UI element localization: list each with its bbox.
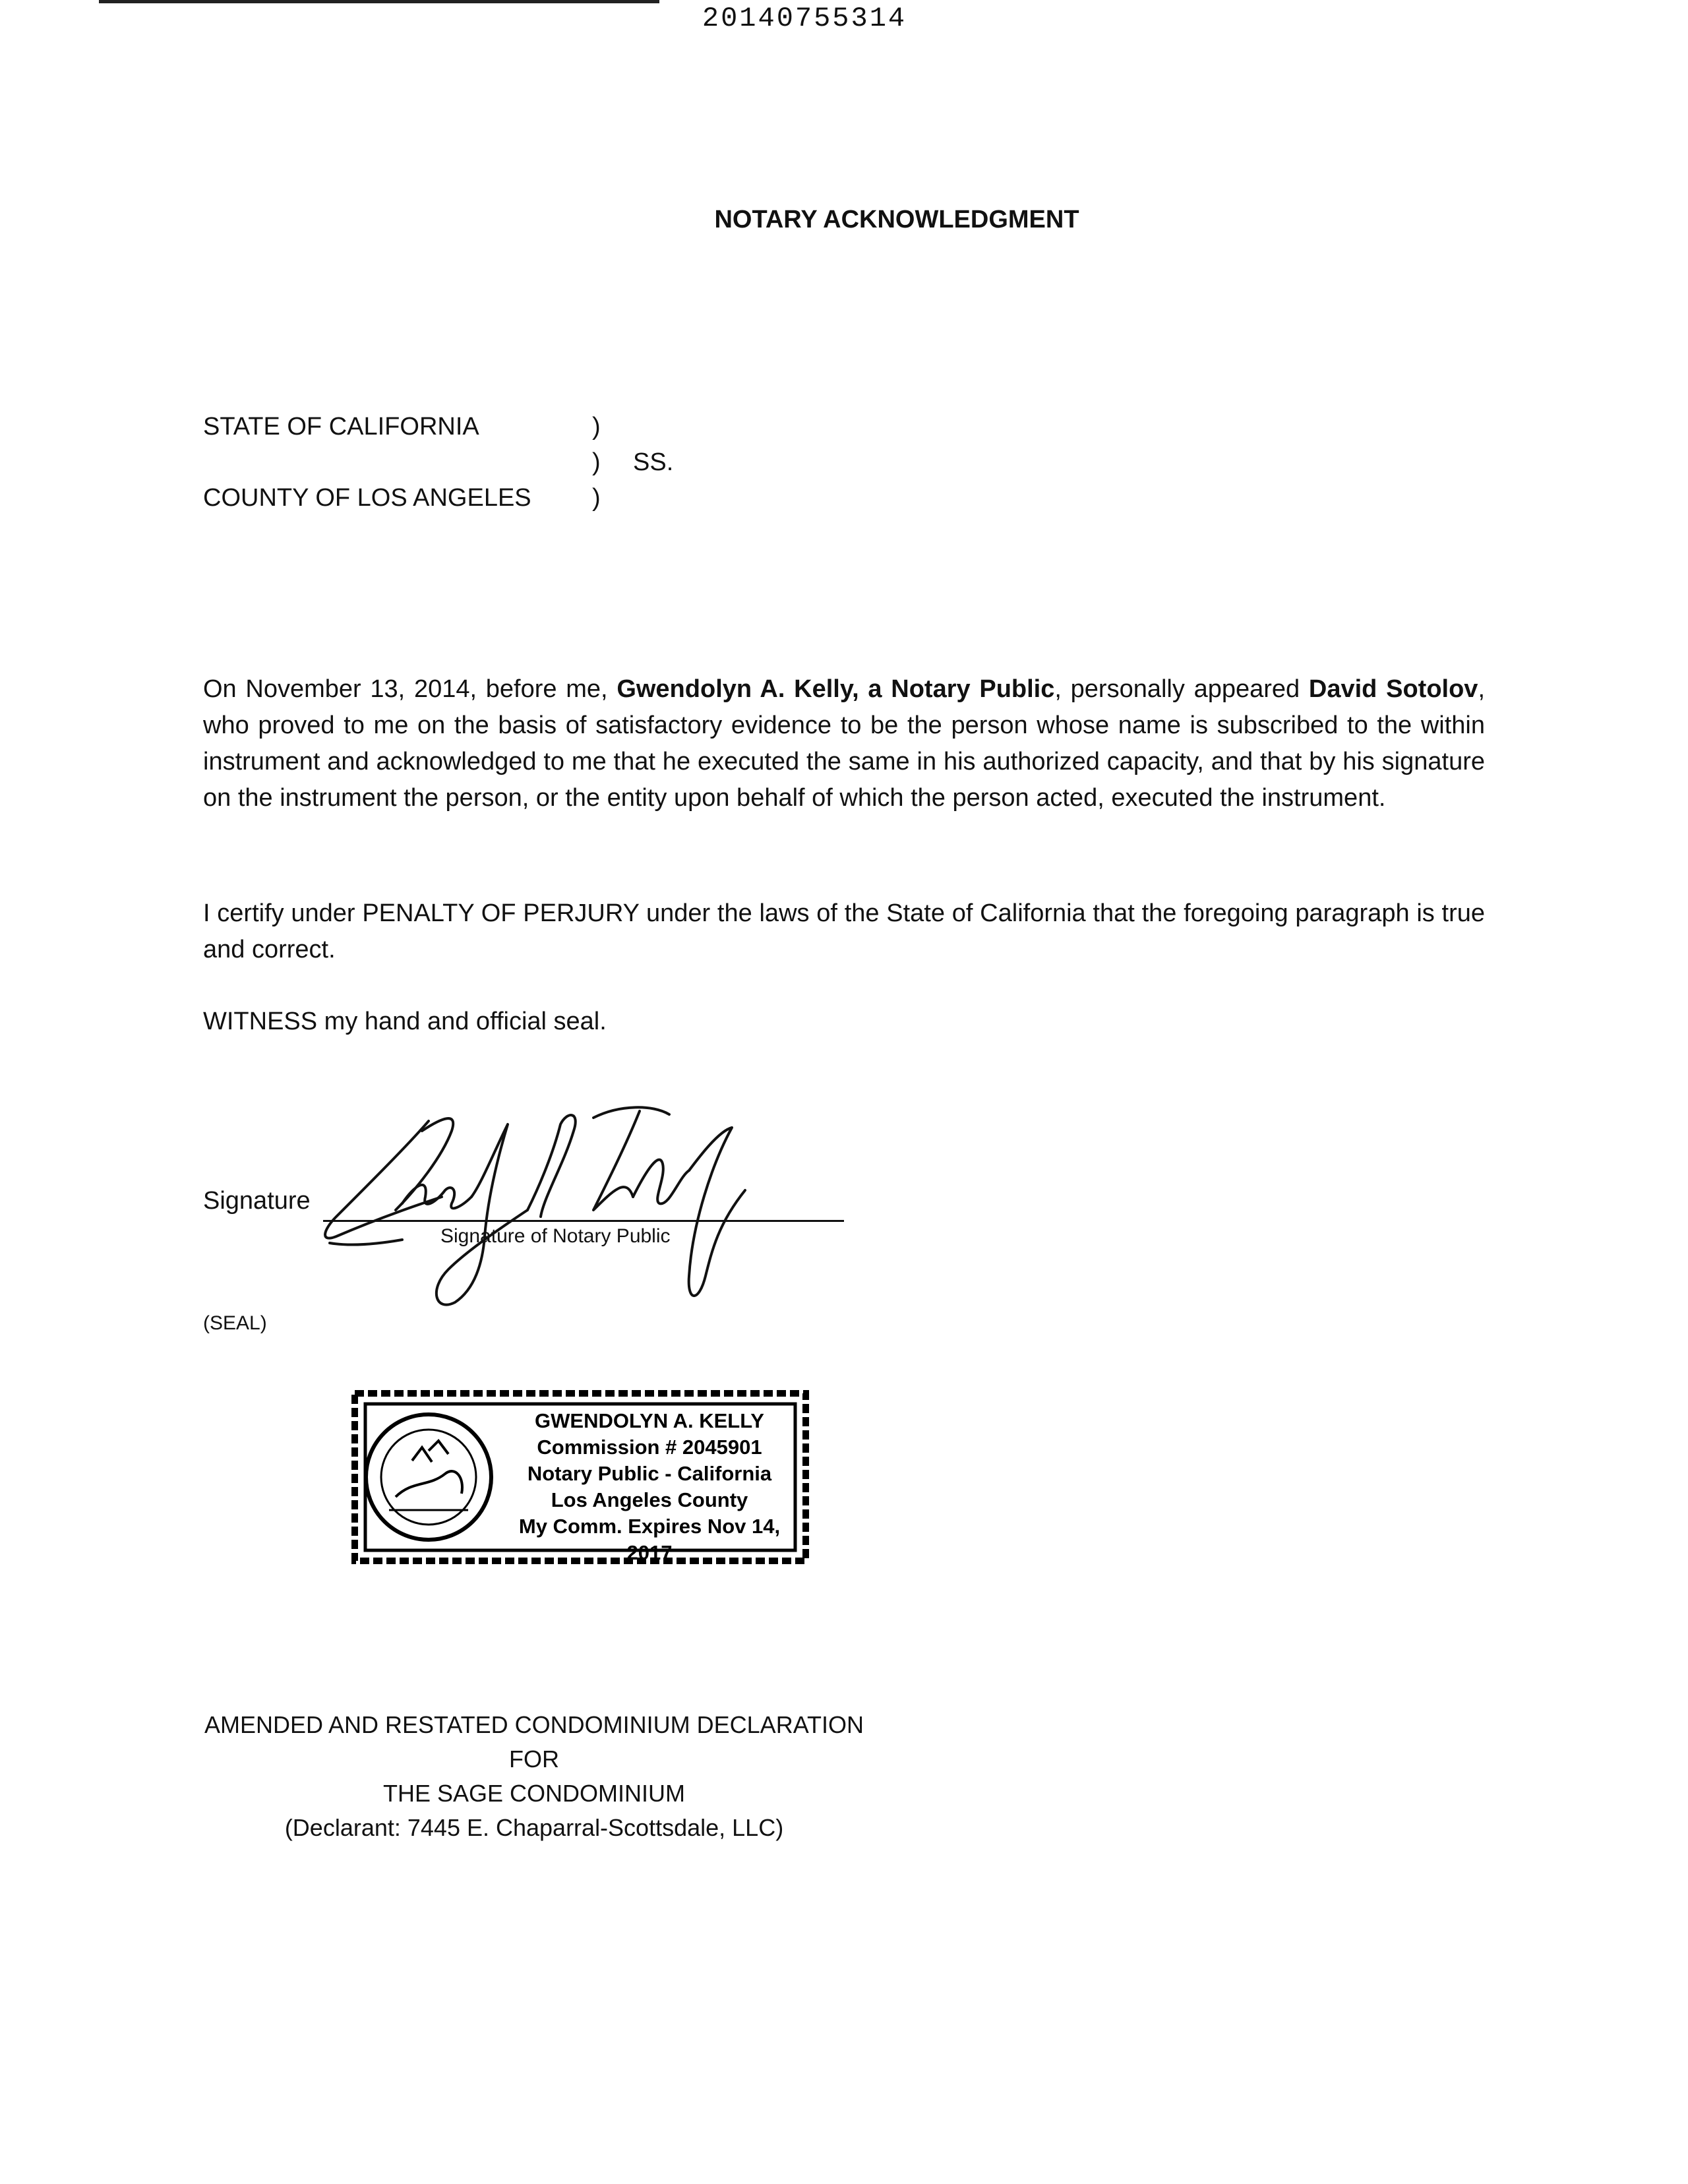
stamp-line-2: Commission # 2045901 [537,1436,762,1459]
ack-text-1: On November 13, 2014, before me, [203,675,617,703]
venue-county: COUNTY OF LOS ANGELES [203,484,531,512]
stamp-line-5: My Comm. Expires Nov 14, 2017 [518,1515,781,1564]
recording-number [0,3,1688,34]
stamp-line-3: Notary Public - California [527,1462,772,1485]
signature-caption: Signature of Notary Public [440,1225,671,1247]
declaration-block [165,1708,903,1845]
acknowledgment-paragraph [203,671,1485,816]
stamp-line-4: Los Angeles County [551,1488,748,1511]
ack-notary-name: Gwendolyn A. Kelly, a Notary Public [617,675,1055,703]
signature-label: Signature [203,1187,311,1215]
notary-stamp [349,1388,811,1566]
document-title: NOTARY ACKNOWLEDGMENT [714,206,1079,233]
venue-paren-2: ) [592,448,601,476]
stamp-text [498,1408,801,1566]
seal-label: (SEAL) [203,1312,267,1334]
ack-text-2: , personally appeared [1054,675,1309,703]
ack-text-3: , who proved to me on the basis of satisfactory evidence to be the person whose name is subscribed to the within instrument and acknowledged to me that he executed the same in his authorized capacity, and that by his signature on the instrument the person, or the entity upon behalf of which the person acted, executed the instrument. [203,675,1485,812]
declaration-line-1: AMENDED AND RESTATED CONDOMINIUM DECLARATION [204,1711,864,1738]
certification-paragraph: I certify under PENALTY OF PERJURY under the laws of the State of California that the foregoing paragraph is true and correct. [203,899,1485,963]
stamp-line-1: GWENDOLYN A. KELLY [535,1409,764,1432]
handwritten-signature [310,1091,837,1329]
recording-number-text: 20140755314 [702,3,907,34]
venue-ss: SS. [633,448,674,476]
declaration-line-4: (Declarant: 7445 E. Chaparral-Scottsdale, LLC) [284,1814,784,1841]
ack-signer-name: David Sotolov [1308,675,1478,703]
declaration-line-2: FOR [509,1745,559,1773]
venue-paren-3: ) [592,484,601,512]
venue-paren-1: ) [592,413,601,440]
venue-state: STATE OF CALIFORNIA [203,413,479,440]
witness-line: WITNESS my hand and official seal. [203,1008,607,1035]
declaration-line-3: THE SAGE CONDOMINIUM [382,1780,685,1807]
